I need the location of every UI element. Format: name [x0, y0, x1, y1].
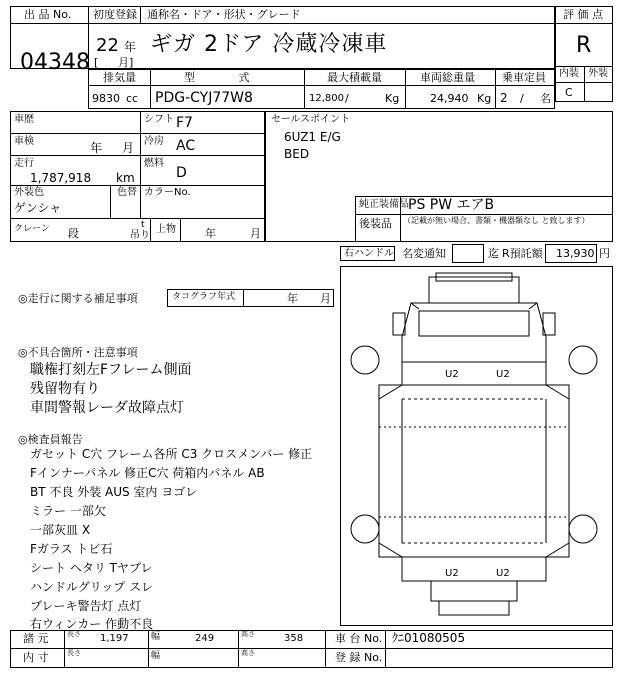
- crane-suspend-label: 吊り: [130, 230, 150, 241]
- gross-weight-unit: Kg: [477, 92, 492, 105]
- inspection-label: 車検: [14, 136, 34, 147]
- first-reg-month-label: 月]: [118, 56, 134, 69]
- interior-value: C: [565, 86, 573, 99]
- displacement-label: 排気量: [103, 71, 136, 84]
- tacho-year-label: 年: [287, 292, 298, 305]
- reg-label: 登 録 No.: [335, 651, 383, 664]
- cab-lines: [411, 303, 537, 309]
- capacity-sep: /: [520, 92, 524, 105]
- inspector-line-4: ミラー 一部欠: [30, 504, 106, 518]
- deposit-unit: 円: [599, 247, 610, 260]
- inspector-line-9: ブレーキ警告灯 点灯: [30, 599, 142, 613]
- running-notes-title: ◎走行に関する補足事項: [18, 292, 138, 305]
- truck-diagram-svg: [341, 267, 612, 625]
- exterior-color-value: ゲンシャ: [14, 201, 62, 215]
- capacity-label: 乗車定員: [502, 71, 546, 84]
- inner-length-label: 長さ: [67, 649, 81, 657]
- truck-diagram: [340, 266, 613, 626]
- chassis-label: 車 台 No.: [335, 632, 383, 645]
- shift-label: シフト: [144, 114, 174, 125]
- defect-line-2: 残留物有り: [30, 381, 100, 397]
- inspection-year-label: 年: [90, 141, 103, 155]
- mileage-unit: km: [116, 171, 135, 185]
- rear-bumper: [431, 581, 517, 601]
- grade-label: 評 価 点: [563, 8, 603, 21]
- steering-label: 右ハンドル: [344, 248, 394, 259]
- max-load-sep: /: [345, 92, 349, 105]
- capacity-value: 2: [500, 91, 508, 105]
- tacho-month-label: 月: [320, 292, 331, 305]
- inspector-line-6: Fガラス トビ石: [30, 542, 113, 556]
- height-value: 358: [284, 633, 304, 644]
- lift-label: 上物: [156, 224, 176, 235]
- mark-u2-front-left: U2: [445, 369, 459, 380]
- inner-height-label: 高さ: [241, 649, 255, 657]
- model-code-label: 型 式: [184, 71, 270, 84]
- interior-label: 内装: [559, 68, 579, 79]
- inner-width-label: 幅: [151, 651, 161, 661]
- cargo-corners: [379, 385, 569, 557]
- inner-label: 内 寸: [23, 651, 49, 664]
- gross-weight-label: 車両総重量: [420, 71, 475, 84]
- ac-label: 冷房: [144, 136, 164, 147]
- crane-label: クレーン: [14, 224, 50, 234]
- sales-point-line-2: BED: [284, 147, 310, 161]
- height-label: 高さ: [241, 630, 255, 638]
- model-code-value: PDG-CYJ77W8: [155, 90, 253, 106]
- sales-points-label: セールスポイント: [271, 114, 351, 125]
- length-value: 1,197: [100, 633, 129, 644]
- mark-u2-rear-right: U2: [496, 568, 510, 579]
- chassis-value: ｸﾆ01080505: [392, 631, 466, 645]
- length-label: 長さ: [67, 630, 81, 638]
- due-label: 迄: [488, 247, 499, 260]
- wheel-rear-left: [351, 515, 379, 543]
- lot-label: 出 品 No.: [24, 8, 72, 21]
- wheel-front-right: [569, 346, 597, 374]
- lift-month-label: 月: [250, 227, 261, 240]
- exterior-color-label: 外装色: [14, 187, 44, 198]
- displacement-value: 9830: [92, 92, 120, 105]
- fuel-label: 燃料: [144, 158, 164, 169]
- crane-ton-label: t: [141, 220, 145, 230]
- mark-u2-rear-left: U2: [445, 568, 459, 579]
- sales-point-line-1: 6UZ1 E/G: [284, 130, 341, 144]
- mileage-label: 走行: [14, 158, 34, 169]
- equipment-label: 純正装備品: [359, 199, 409, 210]
- rear-panel: [402, 557, 546, 581]
- model-name-label: 通称名・ドア・形状・グレード: [147, 8, 301, 21]
- first-reg-month-open: [: [94, 56, 99, 69]
- aftermarket-note: （記載が無い場合、書類・機器類なし と致します）: [403, 216, 590, 225]
- equipment-value: PS PW エアB: [408, 197, 495, 213]
- displacement-unit: cc: [126, 92, 139, 105]
- capacity-unit: 名: [540, 92, 551, 105]
- lift-year-label: 年: [205, 227, 216, 240]
- exterior-label: 外装: [588, 68, 608, 79]
- deposit-label: R預託額: [502, 247, 543, 260]
- max-load-label: 最大積載量: [327, 71, 382, 84]
- windshield: [419, 311, 529, 336]
- inspector-line-3: BT 不良 外装 AUS 室内 ヨゴレ: [30, 485, 198, 499]
- first-reg-year-label: 年: [124, 40, 137, 54]
- inspection-month-label: 月: [122, 141, 135, 155]
- inspector-title: ◎検査員報告: [18, 433, 83, 446]
- mark-u2-front-right: U2: [496, 369, 510, 380]
- dims-label: 諸 元: [23, 632, 49, 645]
- fuel-value: D: [176, 165, 187, 181]
- rear-step: [439, 601, 509, 615]
- defect-line-1: 職権打刻左Fフレーム側面: [30, 362, 192, 378]
- lot-number: 04348: [20, 50, 90, 75]
- inspector-line-10: 右ウィンカー 作動不良: [30, 617, 154, 631]
- inspector-line-2: Fインナーパネル 修正C穴 荷箱内パネル AB: [30, 466, 265, 480]
- name-change-label: 名変通知: [402, 247, 446, 260]
- shift-value: F7: [176, 115, 193, 131]
- inspector-line-7: シート ヘタリ Tヤブレ: [30, 561, 153, 575]
- ac-value: AC: [176, 138, 196, 154]
- cargo-box: [379, 385, 569, 557]
- grade-value: R: [576, 33, 592, 58]
- first-reg-year: 22: [96, 35, 119, 56]
- crane-stage-label: 段: [68, 227, 79, 240]
- defect-line-3: 車間警報レーダ故障点灯: [30, 400, 184, 416]
- mileage-value: 1,787,918: [30, 171, 92, 185]
- deposit-value: 13,930: [556, 247, 595, 260]
- inspector-line-5: 一部灰皿 X: [30, 523, 91, 537]
- max-load-value: 12,800: [309, 93, 344, 104]
- wheel-rear-right: [569, 515, 597, 543]
- defects-title: ◎不具合箇所・注意事項: [18, 346, 138, 359]
- first-reg-label: 初度登録: [93, 8, 137, 21]
- color-code-label: 色替: [117, 187, 137, 198]
- inspector-line-1: ガセット C穴 フレーム各所 C3 クロスメンバー 修正: [30, 447, 313, 461]
- max-load-unit: Kg: [385, 92, 400, 105]
- tacho-label: タコグラフ年式: [172, 292, 236, 302]
- cab-back: [402, 362, 546, 385]
- cab-body: [402, 303, 546, 362]
- color-no-label: カラーNo.: [144, 187, 191, 198]
- wheel-front-left: [351, 346, 379, 374]
- history-label: 車歴: [14, 114, 34, 125]
- aftermarket-label: 後装品: [359, 217, 392, 230]
- vehicle-name: ギガ 2ドア 冷蔵冷凍車: [150, 32, 388, 57]
- width-value: 249: [195, 633, 215, 644]
- width-label: 幅: [151, 632, 161, 642]
- gross-weight-value: 24,940: [430, 92, 469, 105]
- inspector-line-8: ハンドルグリップ スレ: [30, 580, 154, 594]
